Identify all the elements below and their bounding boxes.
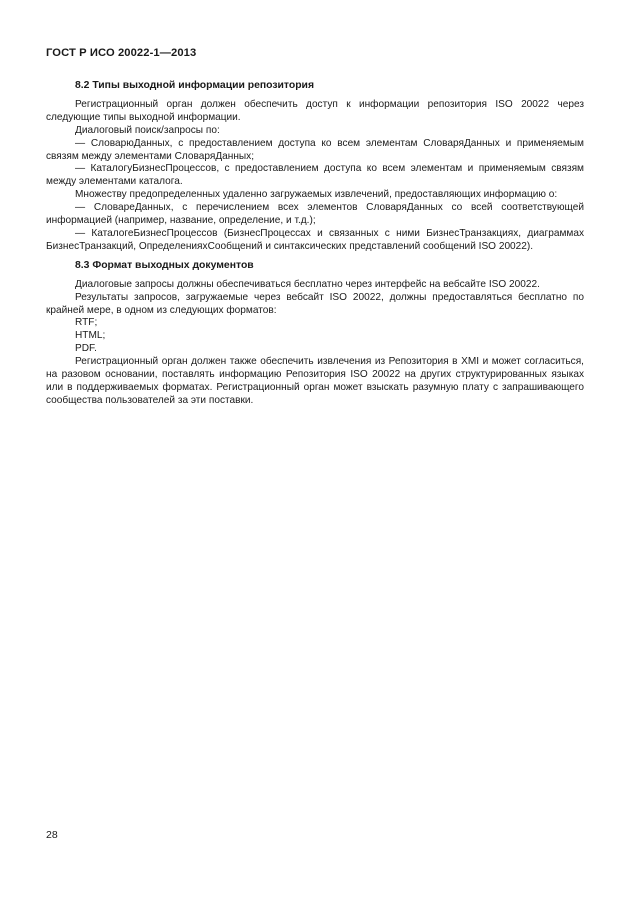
paragraph: Диалоговый поиск/запросы по: xyxy=(75,124,220,136)
list-item: — КаталогуБизнесПроцессов, с предоставлением доступа ко всем элементам и применяемым связям между элементами каталога. xyxy=(46,163,584,188)
document-body xyxy=(46,80,584,408)
section-8-2-heading: 8.2 Типы выходной информации репозитория xyxy=(75,80,315,91)
paragraph: Регистрационный орган должен обеспечить доступ к информации репозитория ISO 20022 через следующие типы выходной информации. xyxy=(46,98,584,123)
paragraph: Множеству предопределенных удаленно загружаемых извлечений, предоставляющих информацию о: xyxy=(75,189,558,201)
list-item: — КаталогеБизнесПроцессов (БизнесПроцессах и связанных с ними БизнесТранзакциях, диаграммах БизнесТранзакций, ОпределенияхСообщений и синтаксических представлений сообщений ISO 20022). xyxy=(46,227,584,252)
list-item: — СловареДанных, с перечислением всех элементов СловаряДанных со всей соответствующей информацией (например, название, определение, и т.д.); xyxy=(46,202,584,227)
paragraph: Диалоговые запросы должны обеспечиваться бесплатно через интерфейс на вебсайте ISO 20022. xyxy=(75,278,540,290)
section-8-3-heading: 8.3 Формат выходных документов xyxy=(75,259,254,271)
format-item-pdf: PDF. xyxy=(75,343,97,355)
paragraph: Регистрационный орган должен также обеспечить извлечения из Репозитория в XMI и может согласиться, на разовом основании, поставлять информацию Репозитория ISO 20022 на других структурированных языках или в поддерживаемых форматах. Регистрационный орган может взыскать разумную плату с запрашивающего сообщества пользователей за эти поставки. xyxy=(46,356,584,406)
format-item-html: HTML; xyxy=(75,330,106,342)
paragraph: Результаты запросов, загружаемые через вебсайт ISO 20022, должны предоставляться бесплатно по крайней мере, в одном из следующих форматов: xyxy=(46,291,584,316)
format-item-rtf: RTF; xyxy=(75,317,98,329)
document-code-header: ГОСТ Р ИСО 20022-1—2013 xyxy=(46,47,197,59)
list-item: — СловарюДанных, с предоставлением доступа ко всем элементам СловаряДанных и применяемым связям между элементами СловаряДанных; xyxy=(46,137,584,162)
page-number: 28 xyxy=(46,829,58,841)
